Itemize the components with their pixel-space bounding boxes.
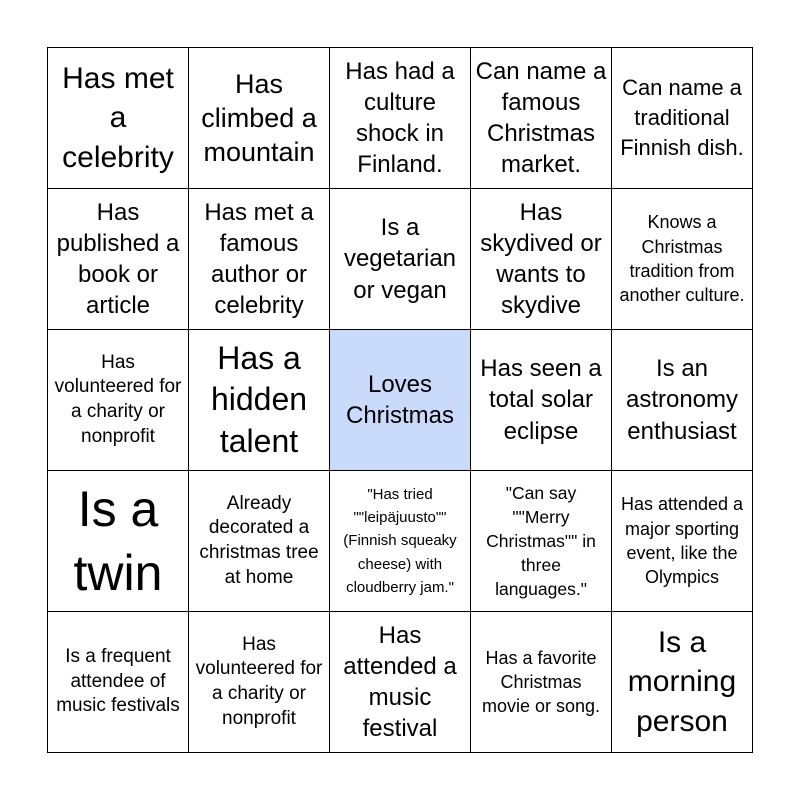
bingo-cell[interactable]: Has had a culture shock in Finland. xyxy=(330,48,471,189)
bingo-cell[interactable]: Has met a famous author or celebrity xyxy=(189,189,330,330)
bingo-cell[interactable]: Already decorated a christmas tree at home xyxy=(189,471,330,612)
bingo-cell[interactable]: Is an astronomy enthusiast xyxy=(612,330,753,471)
bingo-board xyxy=(47,47,753,753)
bingo-cell[interactable]: "Has tried ""leipäjuusto"" (Finnish squeaky cheese) with cloudberry jam." xyxy=(330,471,471,612)
bingo-cell[interactable]: Knows a Christmas tradition from another culture. xyxy=(612,189,753,330)
bingo-cell[interactable]: Has a favorite Christmas movie or song. xyxy=(471,612,612,753)
bingo-cell[interactable]: Has met a celebrity xyxy=(48,48,189,189)
bingo-cell[interactable]: Has climbed a mountain xyxy=(189,48,330,189)
bingo-cell[interactable]: "Can say ""Merry Christmas"" in three languages." xyxy=(471,471,612,612)
bingo-cell[interactable]: Has a hidden talent xyxy=(189,330,330,471)
bingo-cell[interactable]: Has seen a total solar eclipse xyxy=(471,330,612,471)
bingo-cell[interactable]: Has volunteered for a charity or nonprofit xyxy=(189,612,330,753)
bingo-cell[interactable]: Is a frequent attendee of music festivals xyxy=(48,612,189,753)
bingo-cell[interactable]: Has attended a major sporting event, like the Olympics xyxy=(612,471,753,612)
bingo-cell[interactable]: Is a vegetarian or vegan xyxy=(330,189,471,330)
bingo-cell[interactable]: Is a twin xyxy=(48,471,189,612)
bingo-cell[interactable]: Has volunteered for a charity or nonprofit xyxy=(48,330,189,471)
bingo-cell[interactable]: Is a morning person xyxy=(612,612,753,753)
free-space-cell[interactable]: Loves Christmas xyxy=(330,330,471,471)
bingo-cell[interactable]: Has published a book or article xyxy=(48,189,189,330)
bingo-cell[interactable]: Has skydived or wants to skydive xyxy=(471,189,612,330)
bingo-cell[interactable]: Has attended a music festival xyxy=(330,612,471,753)
bingo-cell[interactable]: Can name a traditional Finnish dish. xyxy=(612,48,753,189)
bingo-cell[interactable]: Can name a famous Christmas market. xyxy=(471,48,612,189)
